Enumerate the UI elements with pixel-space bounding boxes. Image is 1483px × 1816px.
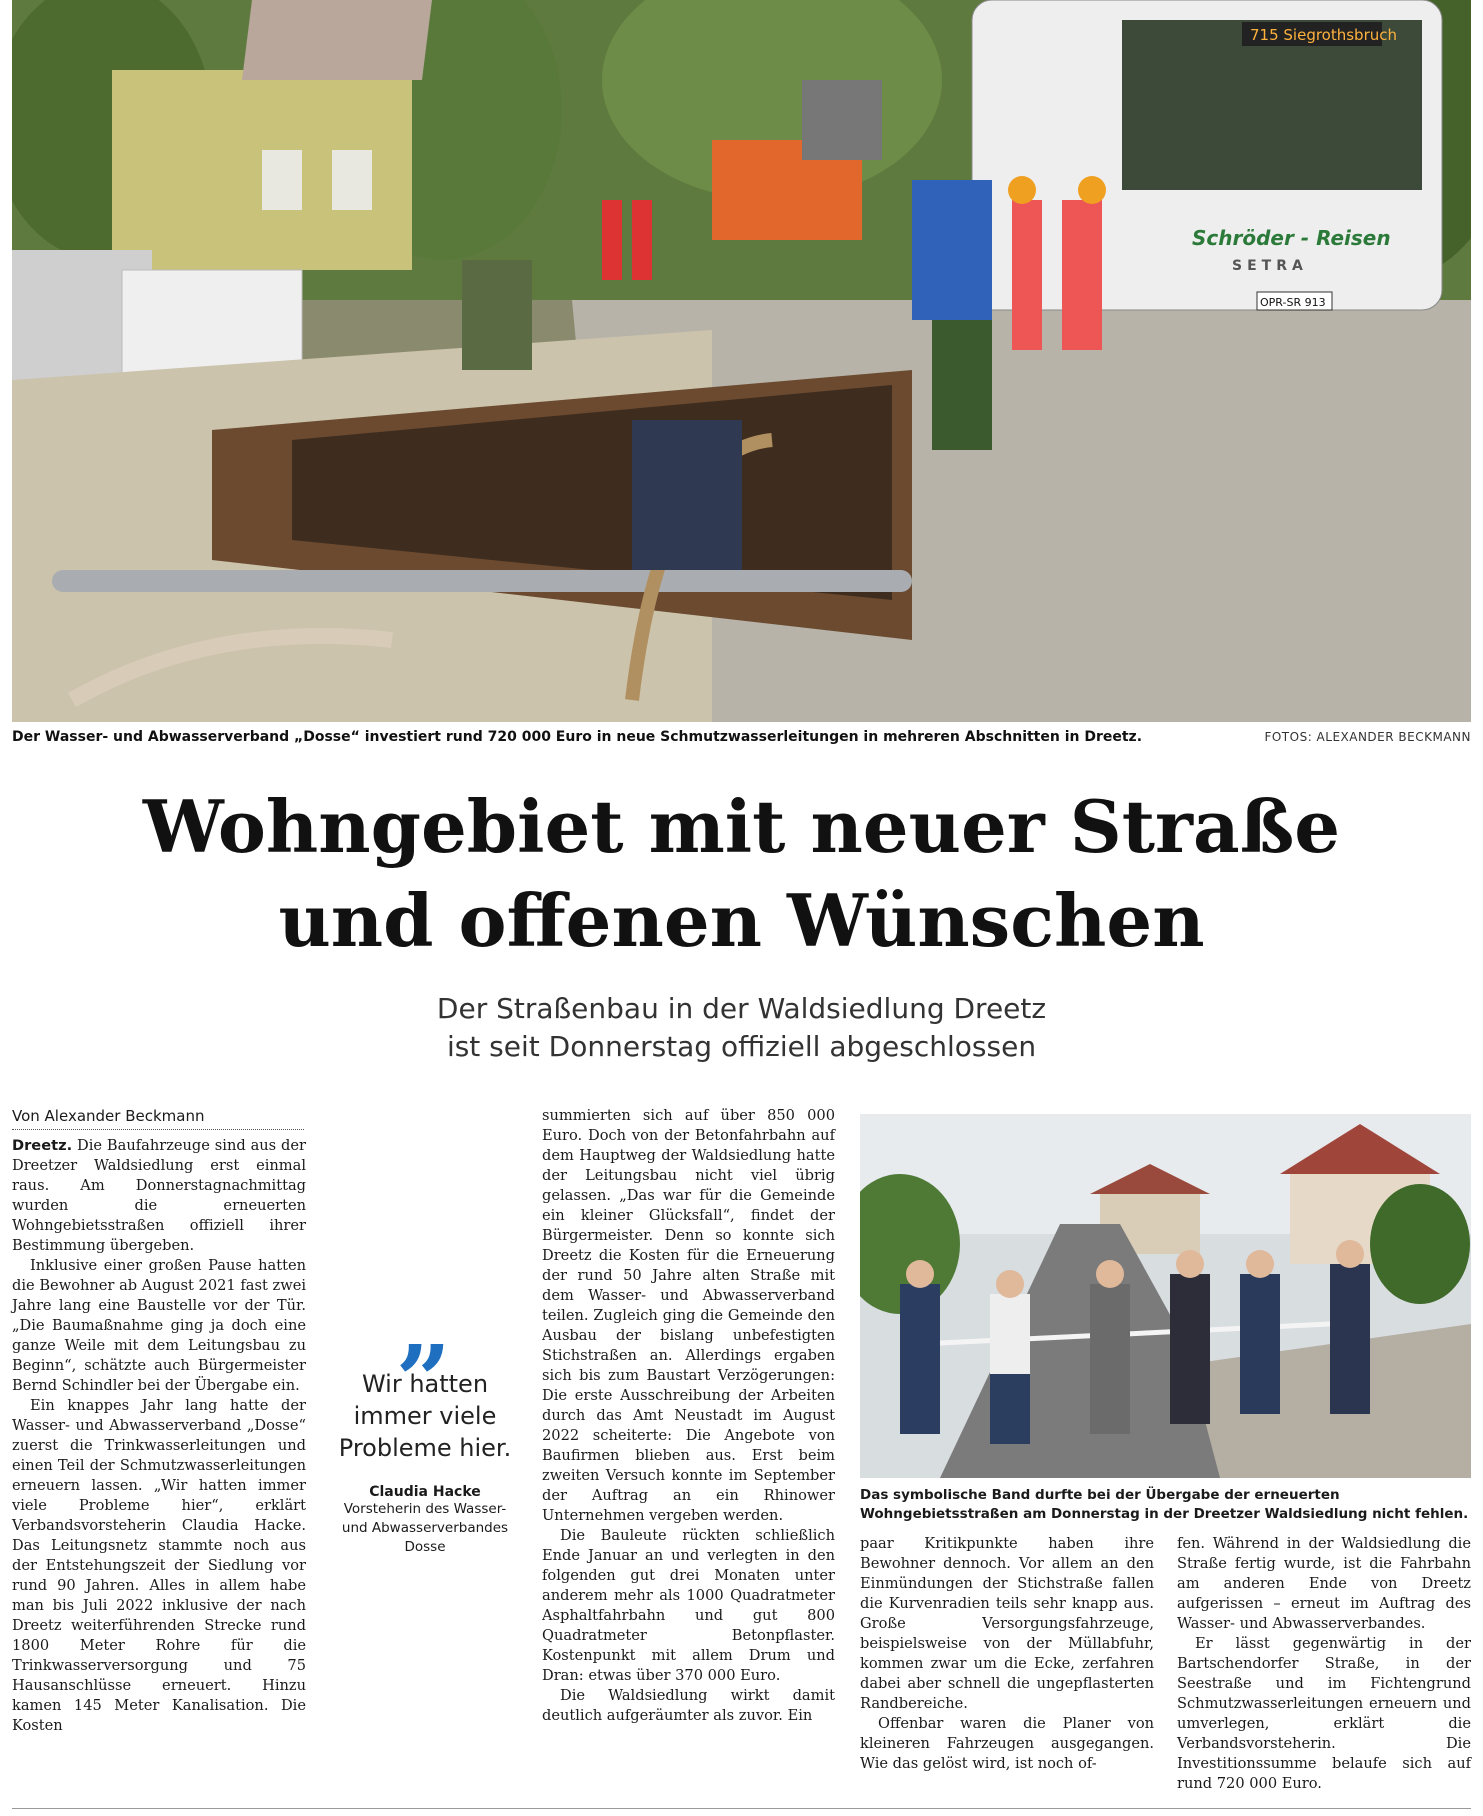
- ribbon-cutting-illustration: [860, 1114, 1471, 1478]
- article-column-1: [12, 1136, 306, 1736]
- bus-maker-text: SETRA: [1232, 258, 1308, 274]
- paragraph: fen. Während in der Waldsiedlung die Straße fertig wurde, ist die Fahrbahn am anderen Ende von Dreetz aufgerissen – erneut im Auftrag des Wasser- und Abwasserverbandes.: [1177, 1535, 1471, 1632]
- quote-text: Wir hatten immer viele Probleme hier.: [338, 1370, 512, 1462]
- dateline: Dreetz.: [12, 1137, 73, 1154]
- paragraph: summierten sich auf über 850 000 Euro. Doch von der Betonfahrbahn auf dem Hauptweg der Waldsiedlung hatte der Leitungsbau nicht viel übrig gelassen. „Das war für die Gemeinde ein kleiner Glücksfall“, findet der Bürgermeister. Denn so konnte sich Dreetz die Kosten für die Erneuerung der rund 50 Jahre alten Straße mit dem Wasser- und Abwasserverband teilen. Zugleich ging die Gemeinde den Ausbau der bislang unbefestigten Stichstraßen an. Allerdings ergaben sich bis zum Baustart Verzögerungen: Die erste Ausschreibung der Arbeiten durch das Amt Neustadt im August 2022 scheiterte: Die Angebote von Baufirmen blieben aus. Erst beim zweiten Versuch konnte im September der Auftrag an ein Rhinower Unternehmen vergeben werden.: [542, 1107, 835, 1524]
- paragraph: Offenbar waren die Planer von kleineren Fahrzeugen ausgegangen. Wie das gelöst wird, ist noch of-: [860, 1715, 1154, 1772]
- headline-line-1: Wohngebiet mit neuer Straße: [142, 784, 1341, 869]
- paragraph: paar Kritikpunkte haben ihre Bewohner dennoch. Vor allem an den Einmündungen der Stichstraße fallen die Kurvenradien teils sehr knapp aus. Große Versorgungsfahrzeuge, beispielsweise von der Müllabfuhr, kommen zwar um die Ecke, zerfahren dabei aber schnell die ungepflasterten Randbereiche.: [860, 1535, 1154, 1712]
- subheadline-line-2: ist seit Donnerstag offiziell abgeschlossen: [446, 1030, 1037, 1063]
- subheadline-line-1: Der Straßenbau in der Waldsiedlung Dreetz: [436, 992, 1047, 1025]
- pull-quote: [330, 1269, 520, 1557]
- paragraph: Er lässt gegenwärtig in der Bartschendorfer Straße, in der Seestraße und im Fichtengrund Schmutzwasserleitungen erneuern und umverlegen, erklärt die Verbandsvorsteherin. Die Investitionssumme belaufe sich auf rund 720 000 Euro.: [1177, 1635, 1471, 1792]
- paragraph: Die Waldsiedlung wirkt damit deutlich aufgeräumter als zuvor. Ein: [542, 1687, 835, 1724]
- ribbon-cutting-photo: [860, 1114, 1471, 1478]
- bus-plate-text: OPR-SR 913: [1260, 296, 1326, 309]
- construction-site-illustration: [12, 0, 1471, 722]
- byline: Von Alexander Beckmann: [12, 1106, 304, 1130]
- paragraph-text: Die Baufahrzeuge sind aus der Dreetzer Waldsiedlung erst einmal raus. Am Donnerstagnachmittag wurden die erneuerten Wohngebietsstraßen offiziell ihrer Bestimmung übergeben.: [12, 1137, 306, 1254]
- article-column-2: [542, 1106, 835, 1726]
- article-column-4: [1177, 1534, 1471, 1794]
- paragraph: Ein knappes Jahr lang hatte der Wasser- und Abwasserverband „Dosse“ zuerst die Trinkwasserleitungen und einen Teil der Schmutzwasserleitungen erneuern lassen. „Wir hatten immer viele Probleme hier“, erklärt Verbandsvorsteherin Claudia Hacke. Das Leitungsnetz stammte noch aus der Entstehungszeit der Siedlung vor rund 90 Jahren. Alles in allem habe man bis Juli 2022 inklusive der nach Dreetz weiterführenden Strecke rund 1800 Meter Rohre für die Trinkwasserversorgung und 75 Hausanschlüsse erneuert. Hinzu kamen 145 Meter Kanalisation. Die Kosten: [12, 1397, 306, 1734]
- headline: [0, 780, 1483, 968]
- photo-credit: FOTOS: ALEXANDER BECKMANN: [1264, 730, 1471, 744]
- quote-author: Claudia Hacke: [369, 1484, 481, 1500]
- ribbon-photo-caption: Das symbolische Band durfte bei der Übergabe der erneuerten Wohngebietsstraßen am Donnerstag in der Dreetzer Waldsiedlung nicht fehlen.: [860, 1487, 1469, 1522]
- bottom-rule: [12, 1808, 1471, 1809]
- paragraph: [12, 1136, 306, 1256]
- hero-photo: [12, 0, 1471, 722]
- subheadline: [0, 990, 1483, 1066]
- bus-destination-sign: 715 Siegrothsbruch: [1250, 26, 1398, 44]
- quote-mark-icon: „: [397, 1269, 453, 1382]
- article-column-3: [860, 1534, 1154, 1774]
- hero-photo-caption: Der Wasser- und Abwasserverband „Dosse“ investiert rund 720 000 Euro in neue Schmutzwasserleitungen in mehreren Abschnitten in Dreetz.: [12, 729, 1143, 745]
- bus-brand-text: Schröder - Reisen: [1192, 226, 1391, 250]
- quote-author-role: Vorsteherin des Wasser- und Abwasserverbandes Dosse: [341, 1501, 509, 1555]
- paragraph: Inklusive einer großen Pause hatten die Bewohner ab August 2021 fast zwei Jahre lang eine Baustelle vor der Tür. „Die Baumaßnahme ging ja doch eine ganze Weile mit dem Leitungsbau zu Beginn“, schätzte auch Bürgermeister Bernd Schindler bei der Übergabe ein.: [12, 1257, 306, 1394]
- paragraph: Die Bauleute rückten schließlich Ende Januar an und verlegten in den folgenden gut drei Monaten unter anderem mehr als 1000 Quadratmeter Asphaltfahrbahn und gut 800 Quadratmeter Betonpflaster. Kostenpunkt mit allem Drum und Dran: etwas über 370 000 Euro.: [542, 1527, 835, 1684]
- headline-line-2: und offenen Wünschen: [278, 878, 1205, 963]
